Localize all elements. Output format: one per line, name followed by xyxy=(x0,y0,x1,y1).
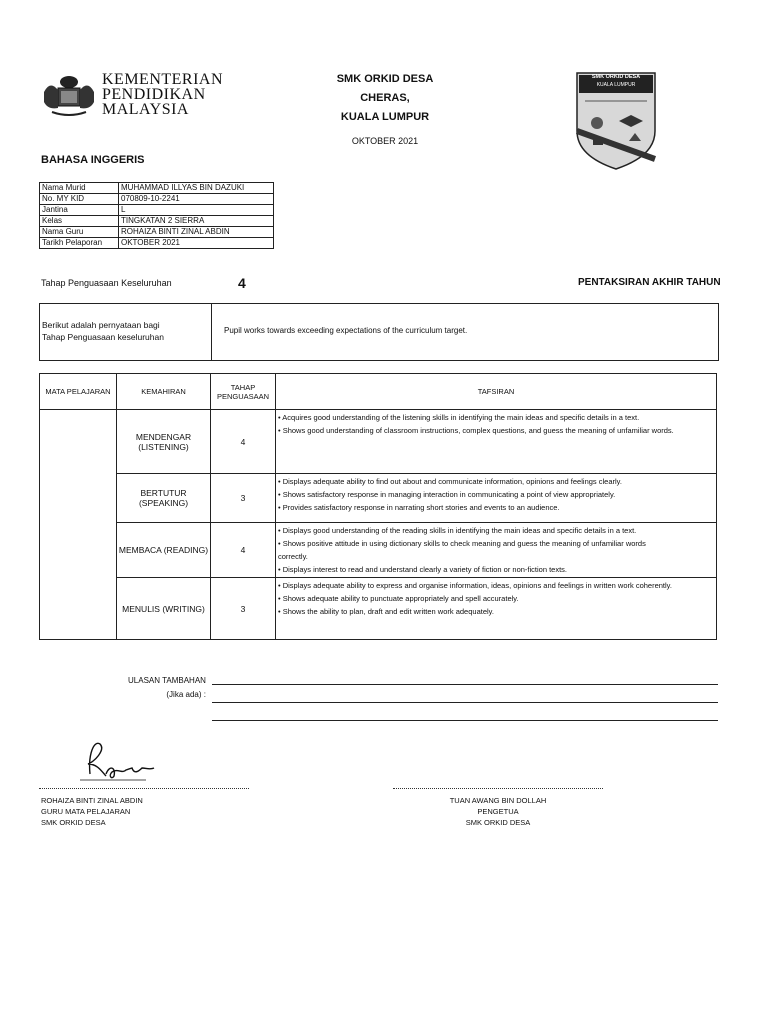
level-cell: 3 xyxy=(211,474,276,523)
remarks-label-line1: ULASAN TAMBAHAN xyxy=(128,676,206,685)
info-row xyxy=(40,216,274,227)
ministry-line2: PENDIDIKAN xyxy=(102,86,206,103)
skill-cell xyxy=(117,410,211,474)
assessment-table xyxy=(39,373,717,640)
skill-cell xyxy=(117,578,211,640)
info-value: MUHAMMAD ILLYAS BIN DAZUKI xyxy=(119,183,274,194)
interpretation-line: • Displays adequate ability to find out about and communicate information, opinions and feelings clearly. xyxy=(278,477,622,486)
remarks-line-3 xyxy=(212,720,718,721)
skill-cell xyxy=(117,523,211,578)
student-info-table xyxy=(39,182,274,249)
statement-divider xyxy=(211,304,212,360)
interpretation-line: • Displays adequate ability to express and organise information, ideas, opinions and feelings in written work coherently. xyxy=(278,581,672,590)
subject-title: BAHASA INGGERIS xyxy=(41,154,145,166)
teacher-role: GURU MATA PELAJARAN xyxy=(41,807,131,816)
school-name: SMK ORKID DESA xyxy=(336,73,434,85)
overall-level-value: 4 xyxy=(238,275,246,291)
principal-school: SMK ORKID DESA xyxy=(465,818,531,827)
header-interpretation: TAFSIRAN xyxy=(276,374,717,410)
school-logo xyxy=(575,71,657,171)
teacher-signature xyxy=(76,734,162,786)
level-cell: 4 xyxy=(211,410,276,474)
header-level-line2: PENGUASAAN xyxy=(216,391,270,401)
principal-block xyxy=(400,795,596,828)
interpretation-line: • Shows adequate ability to punctuate appropriately and spell accurately. xyxy=(278,594,519,603)
info-row xyxy=(40,183,274,194)
interpretation-line: • Displays good understanding of the reading skills in identifying the main ideas and specific details in a text. xyxy=(278,526,637,535)
school-logo-subtext: KUALA LUMPUR xyxy=(596,82,636,88)
skill-name: MENULIS (WRITING) xyxy=(122,603,205,614)
school-logo-text: SMK ORKID DESA xyxy=(591,74,641,80)
interpretation-line: • Shows good understanding of classroom instructions, complex questions, and guess the meaning of unfamiliar words. xyxy=(278,426,674,435)
statement-label xyxy=(42,319,164,343)
info-value: ROHAIZA BINTI ZINAL ABDIN xyxy=(119,227,274,238)
teacher-school: SMK ORKID DESA xyxy=(41,818,106,827)
info-value: 070809-10-2241 xyxy=(119,194,274,205)
remarks-line-2 xyxy=(212,702,718,703)
skill-name: MENDENGAR xyxy=(135,431,192,442)
remarks-label-line2: (Jika ada) : xyxy=(166,690,206,699)
school-city: KUALA LUMPUR xyxy=(340,111,430,123)
interpretation-cell xyxy=(276,410,717,474)
interpretation-line: • Shows the ability to plan, draft and edit written work adequately. xyxy=(278,607,494,616)
teacher-block xyxy=(41,795,143,828)
teacher-signature-line xyxy=(39,788,249,789)
remarks-label xyxy=(128,674,206,702)
header-level xyxy=(211,374,276,410)
overall-level-label: Tahap Penguasaan Keseluruhan xyxy=(41,278,172,288)
principal-name: TUAN AWANG BIN DOLLAH xyxy=(449,796,547,805)
interpretation-line: • Acquires good understanding of the listening skills in identifying the main ideas and specific details in a text. xyxy=(278,413,640,422)
info-row xyxy=(40,194,274,205)
skill-name-en: (SPEAKING) xyxy=(138,498,189,508)
header-subject: MATA PELAJARAN xyxy=(40,374,117,410)
info-value: L xyxy=(119,205,274,216)
statement-label-line1: Berikut adalah pernyataan bagi xyxy=(42,320,160,330)
interpretation-cell xyxy=(276,523,717,578)
info-value: OKTOBER 2021 xyxy=(119,238,274,249)
subject-cell xyxy=(40,410,117,640)
school-area: CHERAS, xyxy=(360,92,410,104)
level-cell: 4 xyxy=(211,523,276,578)
info-row xyxy=(40,227,274,238)
info-label: Tarikh Pelaporan xyxy=(40,238,119,249)
ministry-line3: MALAYSIA xyxy=(102,101,189,118)
skill-row xyxy=(40,578,717,640)
header-skill: KEMAHIRAN xyxy=(117,374,211,410)
statement-label-line2: Tahap Penguasaan keseluruhan xyxy=(42,332,164,342)
report-date: OKTOBER 2021 xyxy=(351,136,419,146)
info-label: Kelas xyxy=(40,216,119,227)
interpretation-line: • Shows satisfactory response in managing interaction in communicating a point of view appropriately. xyxy=(278,490,616,499)
interpretation-cell xyxy=(276,578,717,640)
interpretation-line: • Provides satisfactory response in narrating short stories and events to an audience. xyxy=(278,503,560,512)
skill-cell xyxy=(117,474,211,523)
school-header xyxy=(300,70,470,151)
header-level-line1: TAHAP xyxy=(230,382,256,392)
interpretation-cell xyxy=(276,474,717,523)
skill-row xyxy=(40,410,717,474)
info-value: TINGKATAN 2 SIERRA xyxy=(119,216,274,227)
interpretation-line: • Displays interest to read and understand clearly a variety of fiction or non-fiction texts. xyxy=(278,565,568,574)
skill-name-en: (LISTENING) xyxy=(138,441,189,452)
skill-name: MEMBACA (READING) xyxy=(118,545,209,555)
info-row xyxy=(40,205,274,216)
principal-role: PENGETUA xyxy=(477,807,519,816)
ministry-line1: KEMENTERIAN xyxy=(102,71,224,88)
info-label: Nama Guru xyxy=(40,227,119,238)
principal-signature-line xyxy=(393,788,603,789)
ministry-name xyxy=(102,72,223,117)
interpretation-line: • Shows positive attitude in using dictionary skills to check meaning and guess the meaning of unfamiliar words xyxy=(278,539,646,548)
skill-row xyxy=(40,523,717,578)
ministry-crest xyxy=(40,72,98,120)
level-cell: 3 xyxy=(211,578,276,640)
info-label: Jantina xyxy=(40,205,119,216)
teacher-name: ROHAIZA BINTI ZINAL ABDIN xyxy=(41,796,143,805)
skill-row xyxy=(40,474,717,523)
remarks-line-1 xyxy=(212,684,718,685)
info-row xyxy=(40,238,274,249)
assessment-title: PENTAKSIRAN AKHIR TAHUN xyxy=(578,277,721,288)
skill-name: BERTUTUR xyxy=(140,488,187,498)
info-label: Nama Murid xyxy=(40,183,119,194)
interpretation-line: correctly. xyxy=(278,552,308,561)
statement-text: Pupil works towards exceeding expectations of the curriculum target. xyxy=(224,326,468,335)
statement-box xyxy=(39,303,719,361)
info-label: No. MY KID xyxy=(40,194,119,205)
